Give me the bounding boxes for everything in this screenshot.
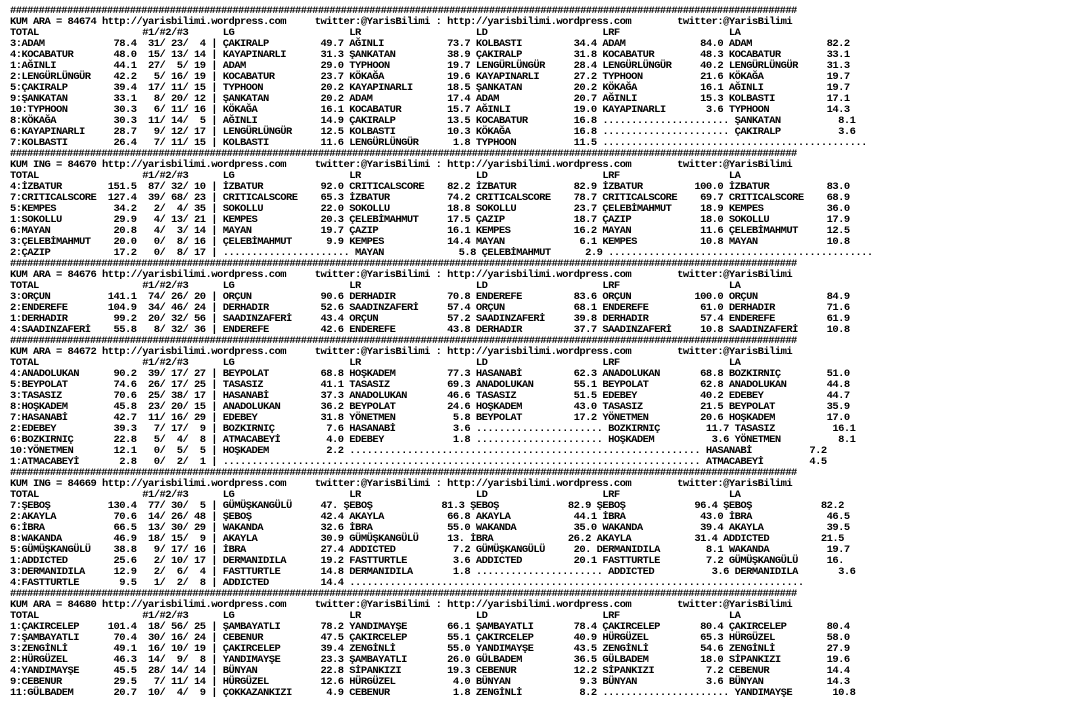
result-row: 8:WAKANDA 46.9 18/ 15/ 9 | AKAYLA 30.9 GÜMÜŞKANGÜLÜ 13. İBRA 26.2 AKAYLA 31.4 ADDICTED 21.5 bbox=[10, 533, 844, 545]
column-header: TOTAL #1/#2/#3 LG LR LD LRF LA bbox=[10, 610, 741, 622]
result-row: 7:ŞAMBAYATLI 70.4 30/ 16/ 24 | CEBENUR 47.5 ÇAKIRCELEP 55.1 ÇAKIRCELEP 40.9 HÜRGÜZEL 65.3 HÜRGÜZEL 58.0 bbox=[10, 632, 850, 644]
race-header: KUM ING = 84669 http://yarisbilimi.wordpress.com twitter:@YarisBilimi : http://yarisbilimi.wordpress.com twitter:@YarisBilimi bbox=[10, 478, 793, 490]
result-row: 3:TASASIZ 70.6 25/ 38/ 17 | HASANABİ 37.3 ANADOLUKAN 46.6 TASASIZ 51.5 EDEBEY 40.2 EDEBEY 44.7 bbox=[10, 390, 850, 402]
result-row: 2:ÇAZIP 17.2 0/ 8/ 17 | ...................... MAYAN 5.8 ÇELEBİMAHMUT 2.9 .............................................. bbox=[10, 247, 873, 259]
result-row: 3:ORÇUN 141.1 74/ 26/ 20 | ORÇUN 90.6 DERHADIR 70.8 ENDEREFE 83.6 ORÇUN 100.0 ORÇUN 84.9 bbox=[10, 291, 850, 303]
race-header: KUM ARA = 84676 http://yarisbilimi.wordpress.com twitter:@YarisBilimi : http://yarisbilimi.wordpress.com twitter:@YarisBilimi bbox=[10, 269, 793, 281]
column-header: TOTAL #1/#2/#3 LG LR LD LRF LA bbox=[10, 170, 741, 182]
result-row: 1:ÇAKIRCELEP 101.4 18/ 56/ 25 | ŞAMBAYATLI 78.2 YANDIMAYŞE 66.1 ŞAMBAYATLI 78.4 ÇAKIRCELEP 80.4 ÇAKIRCELEP 80.4 bbox=[10, 621, 850, 633]
result-row: 1:AĞINLI 44.1 27/ 5/ 19 | ADAM 29.0 TYPHOON 19.7 LENGÜRLÜNGÜR 28.4 LENGÜRLÜNGÜR 40.2 LENGÜRLÜNGÜR 31.3 bbox=[10, 60, 850, 72]
result-row: 3:ADAM 78.4 31/ 23/ 4 | ÇAKIRALP 49.7 AĞINLI 73.7 KOLBASTI 34.4 ADAM 84.0 ADAM 82.2 bbox=[10, 38, 850, 50]
result-row: 2:EDEBEY 39.3 7/ 17/ 9 | BOZKIRNIÇ 7.6 HASANABİ 3.6 ...................... BOZKIRNIÇ 11.7 TASASIZ 16.1 bbox=[10, 423, 856, 435]
result-row: 4:KOCABATUR 48.0 15/ 13/ 14 | KAYAPINARLI 31.3 ŞANKATAN 38.9 ÇAKIRALP 31.8 KOCABATUR 48.3 KOCABATUR 33.1 bbox=[10, 49, 850, 61]
result-row: 5:GÜMÜŞKANGÜLÜ 38.8 9/ 17/ 16 | İBRA 27.4 ADDICTED 7.2 GÜMÜŞKANGÜLÜ 20. DERMANIDILA 8.1 WAKANDA 19.7 bbox=[10, 544, 850, 556]
column-header: TOTAL #1/#2/#3 LG LR LD LRF LA bbox=[10, 357, 741, 369]
result-row: 6:İBRA 66.5 13/ 30/ 29 | WAKANDA 32.6 İBRA 55.0 WAKANDA 35.0 WAKANDA 39.4 AKAYLA 39.5 bbox=[10, 522, 850, 534]
column-header: TOTAL #1/#2/#3 LG LR LD LRF LA bbox=[10, 27, 741, 39]
result-row: 7:KOLBASTI 26.4 7/ 11/ 15 | KOLBASTI 11.6 LENGÜRLÜNGÜR 1.8 TYPHOON 11.5 .............................................. bbox=[10, 137, 867, 149]
column-header: TOTAL #1/#2/#3 LG LR LD LRF LA bbox=[10, 489, 741, 501]
result-row: 9:CEBENUR 29.5 7/ 11/ 14 | HÜRGÜZEL 12.6 HÜRGÜZEL 4.0 BÜNYAN 9.3 BÜNYAN 3.6 BÜNYAN 14.3 bbox=[10, 676, 850, 688]
separator-line: ########################################################################################################################################## bbox=[10, 148, 797, 160]
result-row: 4:ANADOLUKAN 90.2 39/ 17/ 27 | BEYPOLAT 68.8 HOŞKADEM 77.3 HASANABİ 62.3 ANADOLUKAN 68.8 BOZKIRNIÇ 51.0 bbox=[10, 368, 850, 380]
result-row: 3:DERMANIDILA 12.9 2/ 6/ 4 | FASTTURTLE 14.8 DERMANIDILA 1.8 ...................... ADDICTED 3.6 DERMANIDILA 3.6 bbox=[10, 566, 856, 578]
separator-line: ########################################################################################################################################## bbox=[10, 588, 797, 600]
result-row: 11:GÜLBADEM 20.7 10/ 4/ 9 | ÇOKKAZANKIZI 4.9 CEBENUR 1.8 ZENGİNLİ 8.2 ...................... YANDIMAYŞE 10.8 bbox=[10, 687, 856, 699]
result-row: 5:KEMPES 34.2 2/ 4/ 35 | SOKOLLU 22.0 SOKOLLU 18.8 SOKOLLU 23.7 ÇELEBİMAHMUT 18.9 KEMPES 36.0 bbox=[10, 203, 850, 215]
result-row: 1:ADDICTED 25.6 2/ 10/ 17 | DERMANIDILA 19.2 FASTTURTLE 3.6 ADDICTED 20.1 FASTTURTLE 7.2 GÜMÜŞKANGÜLÜ 16. bbox=[10, 555, 844, 567]
result-row: 6:KAYAPINARLI 28.7 9/ 12/ 17 | LENGÜRLÜNGÜR 12.5 KOLBASTI 10.3 KÖKAĞA 16.8 ...................... ÇAKIRALP 3.6 bbox=[10, 126, 856, 138]
result-row: 5:BEYPOLAT 74.6 26/ 17/ 25 | TASASIZ 41.1 TASASIZ 69.3 ANADOLUKAN 55.1 BEYPOLAT 62.8 ANADOLUKAN 44.8 bbox=[10, 379, 850, 391]
result-row: 4:SAADINZAFERİ 55.8 8/ 32/ 36 | ENDEREFE 42.6 ENDEREFE 43.8 DERHADIR 37.7 SAADINZAFERİ 10.8 SAADINZAFERİ 10.8 bbox=[10, 324, 850, 336]
result-row: 7:CRITICALSCORE 127.4 39/ 68/ 23 | CRITICALSCORE 65.3 İZBATUR 74.2 CRITICALSCORE 78.7 CRITICALSCORE 69.7 CRITICALSCORE 68.9 bbox=[10, 192, 850, 204]
result-row: 2:AKAYLA 70.6 14/ 26/ 48 | ŞEBOŞ 42.4 AKAYLA 66.8 AKAYLA 44.1 İBRA 43.0 İBRA 46.5 bbox=[10, 511, 850, 523]
result-row: 7:ŞEBOŞ 130.4 77/ 30/ 5 | GÜMÜŞKANGÜLÜ 47. ŞEBOŞ 81.3 ŞEBOŞ 82.9 ŞEBOŞ 96.4 ŞEBOŞ 82.2 bbox=[10, 500, 844, 512]
separator-line: ########################################################################################################################################## bbox=[10, 335, 797, 347]
result-row: 10:YÖNETMEN 12.1 0/ 5/ 5 | HOŞKADEM 2.2 ............................................................. HASANABİ 7.2 bbox=[10, 445, 827, 457]
result-row: 1:SOKOLLU 29.9 4/ 13/ 21 | KEMPES 20.3 ÇELEBİMAHMUT 17.5 ÇAZIP 18.7 ÇAZIP 18.0 SOKOLLU 17.9 bbox=[10, 214, 850, 226]
result-row: 2:ENDEREFE 104.9 34/ 46/ 24 | DERHADIR 52.6 SAADINZAFERİ 57.4 ORÇUN 68.1 ENDEREFE 61.0 DERHADIR 71.6 bbox=[10, 302, 850, 314]
results-document bbox=[10, 6, 873, 699]
result-row: 8:HOŞKADEM 45.8 23/ 20/ 15 | ANADOLUKAN 36.2 BEYPOLAT 24.6 HOŞKADEM 43.0 TASASIZ 21.5 BEYPOLAT 35.9 bbox=[10, 401, 850, 413]
separator-line: ########################################################################################################################################## bbox=[10, 258, 797, 270]
column-header: TOTAL #1/#2/#3 LG LR LD LRF LA bbox=[10, 280, 741, 292]
result-row: 8:KÖKAĞA 30.3 11/ 14/ 5 | AĞINLI 14.9 ÇAKIRALP 13.5 KOCABATUR 16.8 ...................... ŞANKATAN 8.1 bbox=[10, 115, 856, 127]
result-row: 1:DERHADIR 99.2 20/ 32/ 56 | SAADINZAFERİ 43.4 ORÇUN 57.2 SAADINZAFERİ 39.8 DERHADIR 57.4 ENDEREFE 61.9 bbox=[10, 313, 850, 325]
result-row: 4:YANDIMAYŞE 45.5 28/ 14/ 14 | BÜNYAN 22.8 SİPANKIZI 19.3 CEBENUR 12.2 SİPANKIZI 7.2 CEBENUR 14.4 bbox=[10, 665, 850, 677]
result-row: 4:İZBATUR 151.5 87/ 32/ 10 | İZBATUR 92.0 CRITICALSCORE 82.2 İZBATUR 82.9 İZBATUR 100.0 İZBATUR 83.0 bbox=[10, 181, 850, 193]
result-row: 7:HASANABİ 42.7 11/ 16/ 29 | EDEBEY 31.8 YÖNETMEN 5.8 BEYPOLAT 17.2 YÖNETMEN 20.6 HOŞKADEM 17.0 bbox=[10, 412, 850, 424]
result-row: 9:ŞANKATAN 33.1 8/ 20/ 12 | ŞANKATAN 20.2 ADAM 17.4 ADAM 20.7 AĞINLI 15.3 KOLBASTI 17.1 bbox=[10, 93, 850, 105]
result-row: 4:FASTTURTLE 9.5 1/ 2/ 8 | ADDICTED 14.4 ............................................................................... bbox=[10, 577, 804, 589]
result-row: 3:ZENGİNLİ 49.1 16/ 10/ 19 | ÇAKIRCELEP 39.4 ZENGİNLİ 55.0 YANDIMAYŞE 43.5 ZENGİNLİ 54.6 ZENGİNLİ 27.9 bbox=[10, 643, 850, 655]
result-row: 10:TYPHOON 30.3 6/ 11/ 16 | KÖKAĞA 16.1 KOCABATUR 15.7 AĞINLI 19.0 KAYAPINARLI 3.6 TYPHOON 14.3 bbox=[10, 104, 850, 116]
separator-line: ########################################################################################################################################## bbox=[10, 467, 797, 479]
result-row: 3:ÇELEBİMAHMUT 20.0 0/ 8/ 16 | ÇELEBİMAHMUT 9.9 KEMPES 14.4 MAYAN 6.1 KEMPES 10.8 MAYAN 10.8 bbox=[10, 236, 850, 248]
race-header: KUM ARA = 84672 http://yarisbilimi.wordpress.com twitter:@YarisBilimi : http://yarisbilimi.wordpress.com twitter:@YarisBilimi bbox=[10, 346, 793, 358]
result-row: 6:BOZKIRNIÇ 22.8 5/ 4/ 8 | ATMACABEYİ 4.0 EDEBEY 1.8 ...................... HOŞKADEM 3.6 YÖNETMEN 8.1 bbox=[10, 434, 856, 446]
result-row: 5:ÇAKIRALP 39.4 17/ 11/ 15 | TYPHOON 20.2 KAYAPINARLI 18.5 ŞANKATAN 20.2 KÖKAĞA 16.1 AĞINLI 19.7 bbox=[10, 82, 850, 94]
race-header: KUM ING = 84670 http://yarisbilimi.wordpress.com twitter:@YarisBilimi : http://yarisbilimi.wordpress.com twitter:@YarisBilimi bbox=[10, 159, 793, 171]
result-row: 1:ATMACABEYİ 2.8 0/ 2/ 1 | ................................................................................... ATMACABEYİ 4.5 bbox=[10, 456, 827, 468]
result-row: 2:LENGÜRLÜNGÜR 42.2 5/ 16/ 19 | KOCABATUR 23.7 KÖKAĞA 19.6 KAYAPINARLI 27.2 TYPHOON 21.6 KÖKAĞA 19.7 bbox=[10, 71, 850, 83]
result-row: 6:MAYAN 20.8 4/ 3/ 14 | MAYAN 19.7 ÇAZIP 16.1 KEMPES 16.2 MAYAN 11.6 ÇELEBİMAHMUT 12.5 bbox=[10, 225, 850, 237]
race-header: KUM ARA = 84674 http://yarisbilimi.wordpress.com twitter:@YarisBilimi : http://yarisbilimi.wordpress.com twitter:@YarisBilimi bbox=[10, 16, 793, 28]
race-header: KUM ARA = 84680 http://yarisbilimi.wordpress.com twitter:@YarisBilimi : http://yarisbilimi.wordpress.com twitter:@YarisBilimi bbox=[10, 599, 793, 611]
result-row: 2:HÜRGÜZEL 46.3 14/ 9/ 8 | YANDIMAYŞE 23.3 ŞAMBAYATLI 26.0 GÜLBADEM 36.5 GÜLBADEM 18.0 SİPANKIZI 19.6 bbox=[10, 654, 850, 666]
separator-line: ########################################################################################################################################## bbox=[10, 5, 797, 17]
